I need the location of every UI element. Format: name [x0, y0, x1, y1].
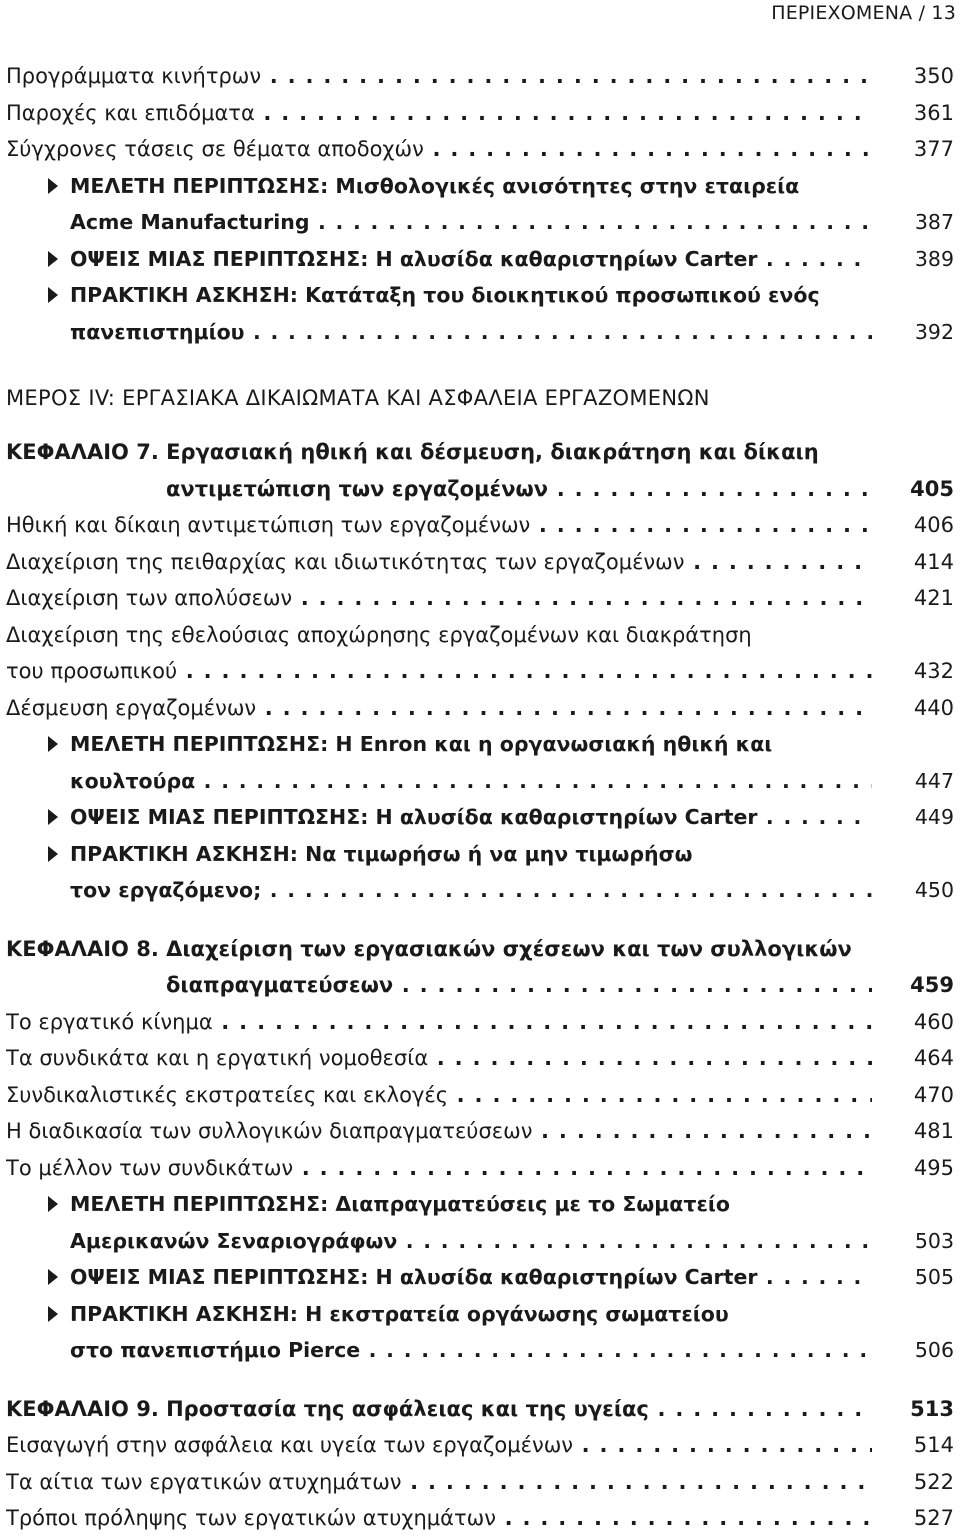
toc-entry[interactable]: Το εργατικό κίνημα . . . 460 [0, 1004, 960, 1041]
page-number: 392 [914, 319, 954, 344]
toc-entry[interactable]: Δέσμευση εργαζομένων . . . 440 [0, 690, 960, 727]
triangle-bullet-icon [48, 736, 58, 752]
page-number: 361 [913, 100, 954, 125]
page-number: 459 [910, 973, 954, 997]
case-view-entry[interactable]: ΟΨΕΙΣ ΜΙΑΣ ΠΕΡΙΠΤΩΣΗΣ: Η αλυσίδα καθαριστηρίων Carter . . . 505 [0, 1259, 960, 1296]
page-number: 450 [914, 878, 954, 902]
toc-entry[interactable]: Το μέλλον των συνδικάτων . . . 495 [0, 1150, 960, 1187]
case-study-entry[interactable]: ΜΕΛΕΤΗ ΠΕΡΙΠΤΩΣΗΣ: Διαπραγματεύσεις με το Σωματείο [0, 1186, 960, 1223]
page-number: 481 [913, 1119, 954, 1143]
case-view-entry[interactable]: ΟΨΕΙΣ ΜΙΑΣ ΠΕΡΙΠΤΩΣΗΣ: Η αλυσίδα καθαριστηρίων Carter . . . 449 [0, 799, 960, 836]
toc-entry-cont[interactable]: του προσωπικού . . . 432 [0, 653, 960, 690]
toc-entry[interactable]: Τα συνδικάτα και η εργατική νομοθεσία . . . 464 [0, 1040, 960, 1077]
chapter-heading-cont[interactable]: αντιμετώπιση των εργαζομένων . . . 405 [0, 471, 960, 508]
table-of-contents [0, 58, 960, 1537]
triangle-bullet-icon [48, 251, 58, 267]
exercise-entry-cont[interactable]: τον εργαζόμενο; . . . 450 [0, 872, 960, 909]
case-view-entry[interactable]: ΟΨΕΙΣ ΜΙΑΣ ΠΕΡΙΠΤΩΣΗΣ: Η αλυσίδα καθαριστηρίων Carter . . . 389 [0, 241, 960, 278]
page-number: 405 [910, 476, 954, 501]
exercise-entry[interactable]: ΠΡΑΚΤΙΚΗ ΑΣΚΗΣΗ: Να τιμωρήσω ή να μην τιμωρήσω [0, 836, 960, 873]
page-number: 414 [913, 549, 954, 574]
case-study-entry-cont[interactable]: κουλτούρα . . . 447 [0, 763, 960, 800]
toc-entry[interactable]: Συνδικαλιστικές εκστρατείες και εκλογές . . . 470 [0, 1077, 960, 1114]
triangle-bullet-icon [48, 178, 58, 194]
chapter-heading[interactable]: ΚΕΦΑΛΑΙΟ 8. Διαχείριση των εργασιακών σχέσεων και των συλλογικών [6, 936, 852, 961]
toc-entry[interactable]: Ηθική και δίκαιη αντιμετώπιση των εργαζομένων . . . 406 [0, 507, 960, 544]
triangle-bullet-icon [48, 287, 58, 303]
page-number: 470 [913, 1082, 954, 1107]
triangle-bullet-icon [48, 846, 58, 862]
page-number: 495 [913, 1155, 954, 1180]
toc-entry[interactable]: Η διαδικασία των συλλογικών διαπραγματεύσεων . . . 481 [0, 1113, 960, 1150]
toc-entry[interactable]: Εισαγωγή στην ασφάλεια και υγεία των εργαζομένων . . . 514 [0, 1427, 960, 1464]
chapter-heading[interactable]: ΚΕΦΑΛΑΙΟ 9. Προστασία της ασφάλειας και της υγείας . . . 513 [0, 1391, 960, 1428]
page-number: 449 [914, 805, 954, 829]
chapter-heading[interactable]: ΚΕΦΑΛΑΙΟ 7. Εργασιακή ηθική και δέσμευση, διακράτηση και δίκαιη [6, 440, 819, 464]
toc-entry[interactable]: Τρόποι πρόληψης των εργατικών ατυχημάτων . . . 527 [0, 1500, 960, 1537]
page-number: 464 [913, 1046, 954, 1070]
page-number: 447 [914, 768, 954, 793]
part-title: ΜΕΡΟΣ IV: ΕΡΓΑΣΙΑΚΑ ΔΙΚΑΙΩΜΑΤΑ ΚΑΙ ΑΣΦΑΛΕΙΑ ΕΡΓΑΖΟΜΕΝΩΝ [6, 386, 710, 410]
page-number: 505 [914, 1265, 954, 1289]
toc-entry[interactable]: Παροχές και επιδόματα . . . 361 [0, 95, 960, 132]
page-number: 406 [913, 513, 954, 537]
page-number: 350 [913, 64, 954, 88]
triangle-bullet-icon [48, 1196, 58, 1212]
page-number: 440 [913, 695, 954, 720]
page-number: 514 [913, 1433, 954, 1457]
page-number: 522 [913, 1469, 954, 1494]
toc-entry[interactable]: Διαχείριση της εθελούσιας αποχώρησης εργαζομένων και διακράτηση [6, 622, 752, 647]
page-number: 432 [913, 659, 954, 683]
page-number: 513 [910, 1396, 954, 1421]
page-number: 503 [914, 1228, 954, 1253]
page-number: 460 [913, 1009, 954, 1034]
page-number: 389 [914, 246, 954, 271]
toc-entry[interactable]: Διαχείριση των απολύσεων . . . 421 [0, 580, 960, 617]
page-number: 377 [913, 137, 954, 161]
toc-entry[interactable]: Προγράμματα κινήτρων . . . 350 [0, 58, 960, 95]
page-number: 387 [914, 210, 954, 234]
toc-entry[interactable]: Τα αίτια των εργατικών ατυχημάτων . . . 522 [0, 1464, 960, 1501]
case-study-entry-cont[interactable]: Acme Manufacturing . . . 387 [0, 204, 960, 241]
page-number: 506 [914, 1338, 954, 1362]
triangle-bullet-icon [48, 1306, 58, 1322]
exercise-entry-cont[interactable]: στο πανεπιστήμιο Pierce . . . 506 [0, 1332, 960, 1369]
case-study-entry[interactable]: ΜΕΛΕΤΗ ΠΕΡΙΠΤΩΣΗΣ: Η Enron και η οργανωσιακή ηθική και [0, 726, 960, 763]
chapter-heading-cont[interactable]: διαπραγματεύσεων . . . 459 [0, 967, 960, 1004]
page-number: 421 [913, 586, 954, 610]
toc-entry[interactable]: Σύγχρονες τάσεις σε θέματα αποδοχών . . . 377 [0, 131, 960, 168]
toc-entry[interactable]: Διαχείριση της πειθαρχίας και ιδιωτικότητας των εργαζομένων . . . 414 [0, 544, 960, 581]
exercise-entry-cont[interactable]: πανεπιστημίου . . . 392 [0, 314, 960, 351]
running-header: ΠΕΡΙΕΧΟΜΕΝΑ / 13 [771, 2, 956, 24]
exercise-entry[interactable]: ΠΡΑΚΤΙΚΗ ΑΣΚΗΣΗ: Κατάταξη του διοικητικού προσωπικού ενός [0, 277, 960, 314]
page-number: 527 [913, 1506, 954, 1530]
triangle-bullet-icon [48, 809, 58, 825]
exercise-entry[interactable]: ΠΡΑΚΤΙΚΗ ΑΣΚΗΣΗ: Η εκστρατεία οργάνωσης σωματείου [0, 1296, 960, 1333]
case-study-entry[interactable]: ΜΕΛΕΤΗ ΠΕΡΙΠΤΩΣΗΣ: Μισθολογικές ανισότητες στην εταιρεία [0, 168, 960, 205]
case-study-entry-cont[interactable]: Αμερικανών Σεναριογράφων . . . 503 [0, 1223, 960, 1260]
triangle-bullet-icon [48, 1269, 58, 1285]
